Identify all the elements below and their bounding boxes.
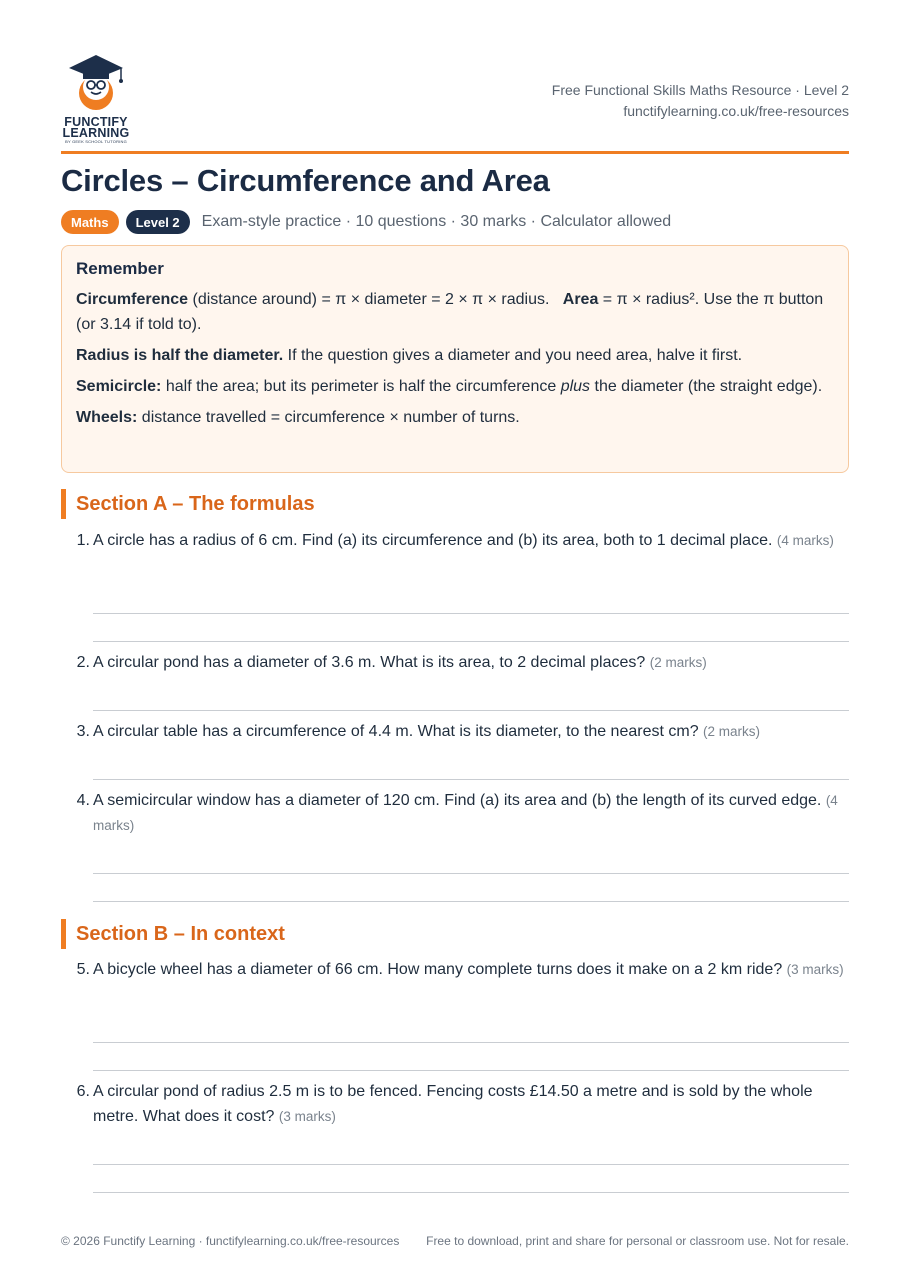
question-text: A circular table has a circumference of 4.4 m. What is its diameter, to the nearest cm? (93, 723, 699, 740)
resource-url[interactable]: functifylearning.co.uk/free-resources (623, 103, 849, 119)
question-5 (61, 958, 849, 983)
resource-line: Free Functional Skills Maths Resource · Level 2 (551, 82, 849, 98)
circumference-label: Circumference (76, 291, 189, 308)
section-b-heading: Section B – In context (61, 919, 285, 949)
answer-line[interactable] (93, 710, 849, 711)
worksheet-meta: Exam-style practice · 10 questions · 30 marks · Calculator allowed (201, 213, 672, 230)
question-number: 3. (76, 723, 90, 740)
question-number: 4. (76, 792, 90, 809)
header-rule (61, 151, 849, 154)
answer-line[interactable] (93, 1164, 849, 1165)
remember-wheels (76, 405, 833, 430)
question-4 (61, 789, 849, 838)
logo-tagline: BY GEEK SCHOOL TUTORING (65, 139, 127, 144)
area-label: Area (562, 291, 599, 308)
question-marks: (2 marks) (649, 655, 707, 670)
answer-line[interactable] (93, 1070, 849, 1071)
answer-line[interactable] (93, 901, 849, 902)
remember-radius (76, 343, 833, 368)
remember-heading: Remember (76, 259, 164, 278)
question-marks: (2 marks) (703, 724, 761, 739)
answer-line[interactable] (93, 873, 849, 874)
question-marks: (3 marks) (786, 962, 844, 977)
question-number: 1. (76, 532, 90, 549)
question-2 (61, 651, 849, 676)
question-text: A circular pond has a diameter of 3.6 m. What is its area, to 2 decimal places? (93, 654, 646, 671)
footer-copyright: © 2026 Functify Learning · functifylearning.co.uk/free-resources (61, 1234, 400, 1248)
answer-line[interactable] (93, 613, 849, 614)
question-number: 5. (76, 961, 90, 978)
remember-circumference (76, 287, 833, 337)
question-1 (61, 529, 849, 554)
subject-badge: Maths (61, 210, 119, 234)
wheels-text: distance travelled = circumference × number of turns. (137, 409, 520, 426)
page-header (61, 52, 849, 152)
question-3 (61, 720, 849, 745)
question-marks: (4 marks) (93, 793, 838, 833)
semicircle-label: Semicircle: (76, 378, 162, 395)
answer-line[interactable] (93, 1192, 849, 1193)
radius-label: Radius is half the diameter. (76, 347, 284, 364)
footer-license: Free to download, print and share for personal or classroom use. Not for resale. (426, 1234, 849, 1248)
area-text: = π × radius². Use the π button (or 3.14 if told to). (76, 291, 824, 333)
tag-row (61, 210, 671, 234)
semicircle-plus: plus (560, 378, 591, 395)
question-text: A circle has a radius of 6 cm. Find (a) its circumference and (b) its area, both to 1 decimal place. (93, 532, 773, 549)
radius-text: If the question gives a diameter and you need area, halve it first. (283, 347, 743, 364)
level-badge: Level 2 (126, 210, 190, 234)
question-marks: (3 marks) (278, 1108, 336, 1124)
answer-line[interactable] (93, 779, 849, 780)
logo-word-learning: LEARNING (62, 126, 130, 140)
question-text: A circular pond of radius 2.5 m is to be fenced. Fencing costs £14.50 a metre and is sold by the whole metre. What does it cost? (93, 1083, 813, 1125)
wheels-label: Wheels: (76, 409, 138, 426)
circumference-text: (distance around) = π × diameter = 2 × π × radius. (188, 291, 563, 308)
semicircle-text-1: half the area; but its perimeter is half the circumference (161, 378, 561, 395)
question-6 (61, 1080, 849, 1129)
functify-logo (61, 52, 131, 148)
answer-line[interactable] (93, 641, 849, 642)
remember-box (61, 245, 849, 473)
logo-word-functify: FUNCTIFY (64, 115, 128, 129)
remember-semicircle (76, 374, 833, 399)
question-number: 2. (76, 654, 90, 671)
semicircle-text-2: the diameter (the straight edge). (590, 378, 823, 395)
question-marks: (4 marks) (776, 533, 834, 548)
answer-line[interactable] (93, 1042, 849, 1043)
page-title: Circles – Circumference and Area (61, 163, 550, 198)
question-text: A semicircular window has a diameter of 120 cm. Find (a) its area and (b) the length of its curved edge. (93, 792, 822, 809)
graduate-mascot-icon (61, 52, 131, 116)
question-number: 6. (76, 1083, 90, 1100)
question-text: A bicycle wheel has a diameter of 66 cm. How many complete turns does it make on a 2 km ride? (93, 961, 783, 978)
header-info (552, 80, 849, 122)
section-a-heading: Section A – The formulas (61, 489, 315, 519)
